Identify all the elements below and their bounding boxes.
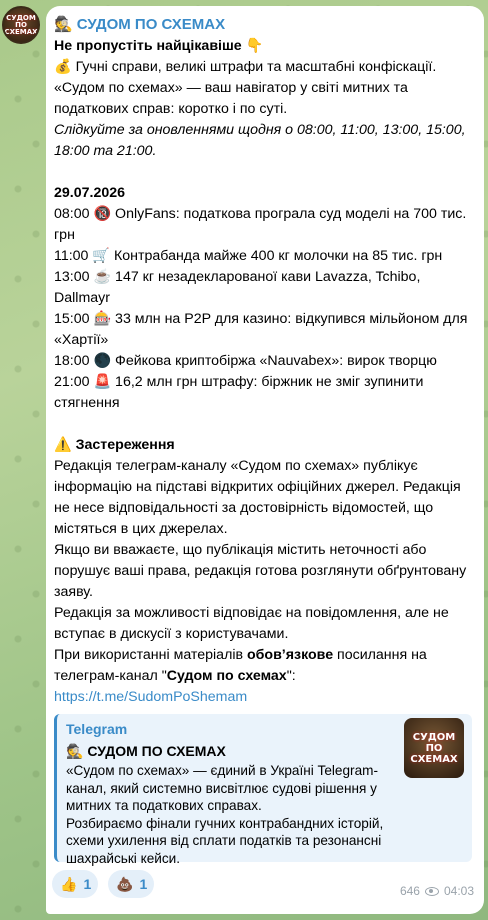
link-preview[interactable]: [54, 714, 472, 866]
reaction-thumbs-up[interactable]: [52, 870, 98, 898]
post-date: 29.07.2026: [54, 185, 126, 201]
schedule-note: Слідкуйте за оновленнями щодня о 08:00, 11:00, 13:00, 15:00, 18:00 та 21:00.: [54, 122, 466, 159]
preview-desc-2: Розбираємо фінали гучних контрабандних історій, схеми ухилення від сплати податків та резонансні шахрайські кейси.: [66, 815, 384, 866]
warning-paragraph: Редакція телеграм-каналу «Судом по схемах» публікує інформацію на підставі відкритих офіційних джерел. Редакція не несе відповідальності за достовірність відомостей, що містяться в цих джерелах.: [54, 458, 461, 537]
usage-mid: посилання на телеграм-канал ": [54, 647, 427, 684]
schedule-item: 21:00 🚨 16,2 млн грн штрафу: біржник не зміг зупинити стягнення: [54, 374, 424, 411]
channel-link[interactable]: https://t.me/SudomPoShemam: [54, 689, 248, 705]
thumbnail-logo-text: СУДОМ ПО СХЕМАХ: [410, 731, 458, 765]
reaction-poop[interactable]: [108, 870, 154, 898]
schedule-item: 08:00 🔞 OnlyFans: податкова програла суд моделі на 700 тис. грн: [54, 206, 467, 243]
channel-name-label: СУДОМ ПО СХЕМАХ: [76, 16, 226, 33]
channel-avatar[interactable]: [2, 6, 40, 44]
usage-note: [54, 645, 474, 687]
schedule-item: 13:00 ☕ 147 кг незадекларованої кави Lavazza, Tchibo, Dallmayr: [54, 269, 421, 306]
warning-paragraph: Якщо ви вважаєте, що публікація містить неточності або порушує ваші права, редакція готова розглянути обґрунтовану заяву.: [54, 542, 467, 600]
message-text: [54, 36, 474, 708]
message-meta: [400, 884, 474, 898]
preview-thumbnail: [404, 718, 464, 778]
intro-line-1: 💰 Гучні справи, великі штрафи та масштабні конфіскації.: [54, 59, 437, 75]
warning-paragraph: Редакція за можливості відповідає на повідомлення, але не вступає в дискусії з користувачами.: [54, 605, 449, 642]
message-time: 04:03: [443, 884, 474, 898]
channel-name[interactable]: [54, 14, 474, 36]
schedule-item: 11:00 🛒 Контрабанда майже 400 кг молочки на 85 тис. грн: [54, 248, 443, 264]
usage-post: ":: [286, 668, 296, 684]
usage-bold: обов’язкове: [246, 647, 334, 663]
warning-title: ⚠️ Застереження: [54, 437, 175, 453]
intro-line-2: «Судом по схемах» — ваш навігатор у світі митних та податкових справ: коротко і по суті.: [54, 80, 408, 117]
preview-description: [66, 762, 416, 867]
view-count: 646: [399, 884, 420, 898]
schedule-item: 15:00 🎰 33 млн на P2P для казино: відкупився мільйоном для «Хартії»: [54, 311, 468, 348]
preview-site: Telegram: [66, 721, 128, 737]
reaction-count: 1: [139, 876, 148, 892]
reaction-count: 1: [83, 876, 92, 892]
thumbs-up-icon: 👍: [60, 875, 78, 892]
message-bubble: [46, 6, 484, 914]
detective-icon: 🕵: [54, 16, 73, 33]
avatar-logo-text: СУДОМ ПО СХЕМАХ: [4, 13, 38, 36]
preview-desc-1: «Судом по схемах» — єдиний в Україні Telegram-канал, який системно висвітлює судові рішення у митних та податкових справах.: [66, 763, 378, 813]
headline: Не пропустіть найцікавіше 👇: [54, 38, 264, 54]
usage-pre: При використанні матеріалів: [54, 647, 247, 663]
poop-icon: 💩: [116, 875, 134, 892]
message-footer: [54, 868, 474, 902]
preview-title: 🕵 СУДОМ ПО СХЕМАХ: [66, 743, 226, 759]
schedule-item: 18:00 🌑 Фейкова криптобіржа «Nauvabex»: вирок творцю: [54, 353, 437, 369]
eye-icon: [425, 887, 439, 896]
usage-channel: Судом по схемах: [166, 668, 287, 684]
